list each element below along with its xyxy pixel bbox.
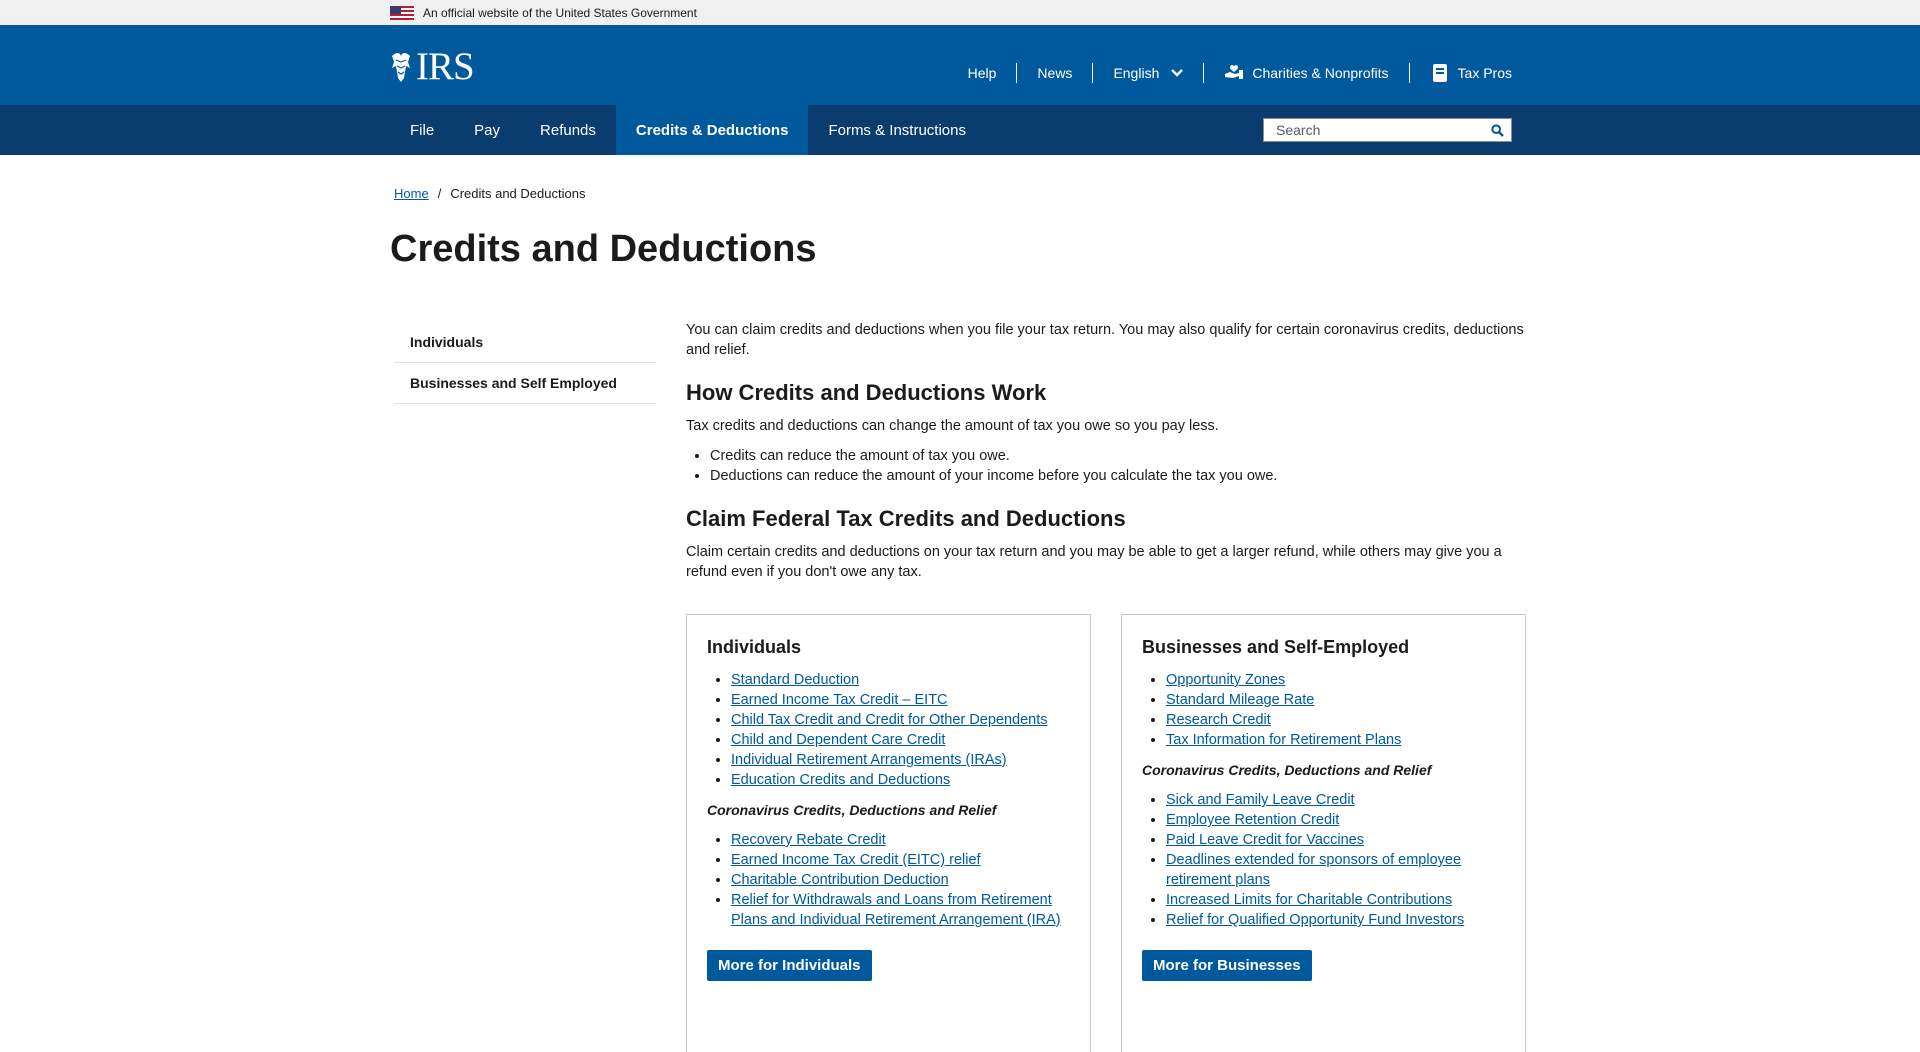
link-increased-limits[interactable]: Increased Limits for Charitable Contributions (1166, 892, 1453, 908)
nav-item-forms-instructions[interactable]: Forms & Instructions (828, 121, 966, 139)
intro-text: You can claim credits and deductions when you file your tax return. You may also qualify for certain coronavirus credits, deductions and relief. (686, 322, 1524, 358)
tax-pros-label: Tax Pros (1457, 65, 1512, 81)
card-title: Individuals (707, 637, 802, 657)
cards (686, 614, 1526, 1052)
claim-text: Claim certain credits and deductions on your tax return and you may be able to get a larger refund, while others may give you a refund even if you don't owe any tax. (686, 544, 1502, 580)
businesses-links (1166, 670, 1505, 750)
charities-label: Charities & Nonprofits (1252, 65, 1389, 81)
businesses-covid-links (1166, 790, 1505, 930)
link-iras[interactable]: Individual Retirement Arrangements (IRAs) (731, 752, 1007, 768)
tax-pros-link[interactable] (1409, 63, 1512, 83)
link-eitc-relief[interactable]: Earned Income Tax Credit (EITC) relief (731, 852, 981, 868)
gov-banner (0, 0, 1920, 25)
list-item (1166, 710, 1505, 730)
how-bullets (710, 446, 1526, 486)
link-opportunity-zones[interactable]: Opportunity Zones (1166, 672, 1286, 688)
list-item (731, 870, 1070, 890)
list-item (731, 770, 1070, 790)
sidenav-item-individuals[interactable]: Individuals (394, 322, 656, 363)
search-button[interactable] (1483, 119, 1511, 141)
link-opportunity-fund-relief[interactable]: Relief for Qualified Opportunity Fund Investors (1166, 912, 1465, 928)
search-icon (1491, 124, 1504, 137)
link-employee-retention[interactable]: Employee Retention Credit (1166, 812, 1340, 828)
link-recovery-rebate[interactable]: Recovery Rebate Credit (731, 832, 886, 848)
list-item: • Deductions can reduce the amount of your income before you calculate the tax you owe. (710, 466, 1526, 486)
chevron-down-icon (1171, 69, 1183, 77)
claim-heading: Claim Federal Tax Credits and Deductions (686, 506, 1126, 531)
list-item (1166, 790, 1505, 810)
link-standard-mileage[interactable]: Standard Mileage Rate (1166, 692, 1315, 708)
help-link[interactable] (948, 63, 1017, 83)
breadcrumb (394, 186, 1920, 201)
link-education-credits[interactable]: Education Credits and Deductions (731, 772, 951, 788)
list-item (1166, 810, 1505, 830)
how-text: Tax credits and deductions can change the amount of tax you owe so you pay less. (686, 418, 1219, 434)
page-title: Credits and Deductions (390, 228, 817, 270)
list-item (1166, 670, 1505, 690)
help-label: Help (967, 65, 997, 81)
nav-item-pay[interactable]: Pay (474, 121, 501, 139)
individuals-covid-links (731, 830, 1070, 930)
breadcrumb-current: Credits and Deductions (450, 186, 586, 201)
covid-subheading: Coronavirus Credits, Deductions and Relief (707, 802, 997, 818)
irs-logo[interactable] (390, 45, 474, 88)
link-sick-family-leave[interactable]: Sick and Family Leave Credit (1166, 792, 1355, 808)
link-child-tax-credit[interactable]: Child Tax Credit and Credit for Other Dependents (731, 712, 1048, 728)
link-child-dependent-care[interactable]: Child and Dependent Care Credit (731, 732, 946, 748)
link-deadlines-extended[interactable]: Deadlines extended for sponsors of employee retirement plans (1166, 852, 1462, 888)
covid-subheading: Coronavirus Credits, Deductions and Relief (1142, 762, 1432, 778)
list-item (731, 890, 1070, 930)
language-dropdown[interactable] (1092, 63, 1203, 83)
more-businesses-button[interactable]: More for Businesses (1142, 950, 1312, 981)
charities-hand-icon (1224, 64, 1244, 82)
list-item (731, 730, 1070, 750)
list-item (731, 830, 1070, 850)
tax-pros-book-icon (1430, 64, 1450, 82)
gov-banner-text: An official website of the United States Government (423, 5, 697, 20)
main-content (686, 319, 1526, 1052)
search-input[interactable] (1264, 122, 1483, 138)
utility-nav (948, 63, 1512, 83)
list-item (1166, 730, 1505, 750)
list-item (731, 750, 1070, 770)
list-item (1166, 690, 1505, 710)
individuals-card (686, 614, 1091, 1052)
businesses-card (1121, 614, 1526, 1052)
link-standard-deduction[interactable]: Standard Deduction (731, 672, 860, 688)
card-title: Businesses and Self-Employed (1142, 637, 1410, 657)
site-header (0, 25, 1920, 105)
link-retirement-plans-info[interactable]: Tax Information for Retirement Plans (1166, 732, 1402, 748)
nav-item-credits-deductions[interactable]: Credits & Deductions (616, 105, 809, 155)
list-item (1166, 910, 1505, 930)
link-charitable-deduction[interactable]: Charitable Contribution Deduction (731, 872, 949, 888)
list-item (731, 690, 1070, 710)
individuals-links (731, 670, 1070, 790)
news-link[interactable] (1016, 63, 1092, 83)
breadcrumb-home[interactable]: Home (394, 186, 429, 201)
language-label: English (1113, 65, 1160, 81)
search-box (1263, 118, 1512, 142)
more-individuals-button[interactable]: More for Individuals (707, 950, 872, 981)
link-research-credit[interactable]: Research Credit (1166, 712, 1271, 728)
sidenav-item-businesses[interactable]: Businesses and Self Employed (394, 363, 656, 404)
list-item (731, 670, 1070, 690)
side-nav (394, 322, 656, 1052)
charities-link[interactable] (1203, 63, 1408, 83)
logo-text: IRS (416, 45, 474, 88)
nav-item-refunds[interactable]: Refunds (540, 121, 596, 139)
nav-item-file[interactable]: File (410, 121, 435, 139)
irs-eagle-icon (390, 50, 412, 84)
news-label: News (1037, 65, 1073, 81)
breadcrumb-separator: / (437, 186, 442, 201)
link-eitc[interactable]: Earned Income Tax Credit – EITC (731, 692, 948, 708)
us-flag-icon (390, 6, 414, 20)
list-item: • Credits can reduce the amount of tax you owe. (710, 446, 1526, 466)
list-item (731, 850, 1070, 870)
list-item (731, 710, 1070, 730)
list-item (1166, 890, 1505, 910)
list-item (1166, 850, 1505, 890)
link-retirement-relief[interactable]: Relief for Withdrawals and Loans from Retirement Plans and Individual Retirement Arrangement (IRA) (731, 892, 1061, 928)
main-nav (0, 105, 1920, 155)
list-item (1166, 830, 1505, 850)
how-heading: How Credits and Deductions Work (686, 380, 1047, 405)
link-paid-leave-vaccines[interactable]: Paid Leave Credit for Vaccines (1166, 832, 1365, 848)
